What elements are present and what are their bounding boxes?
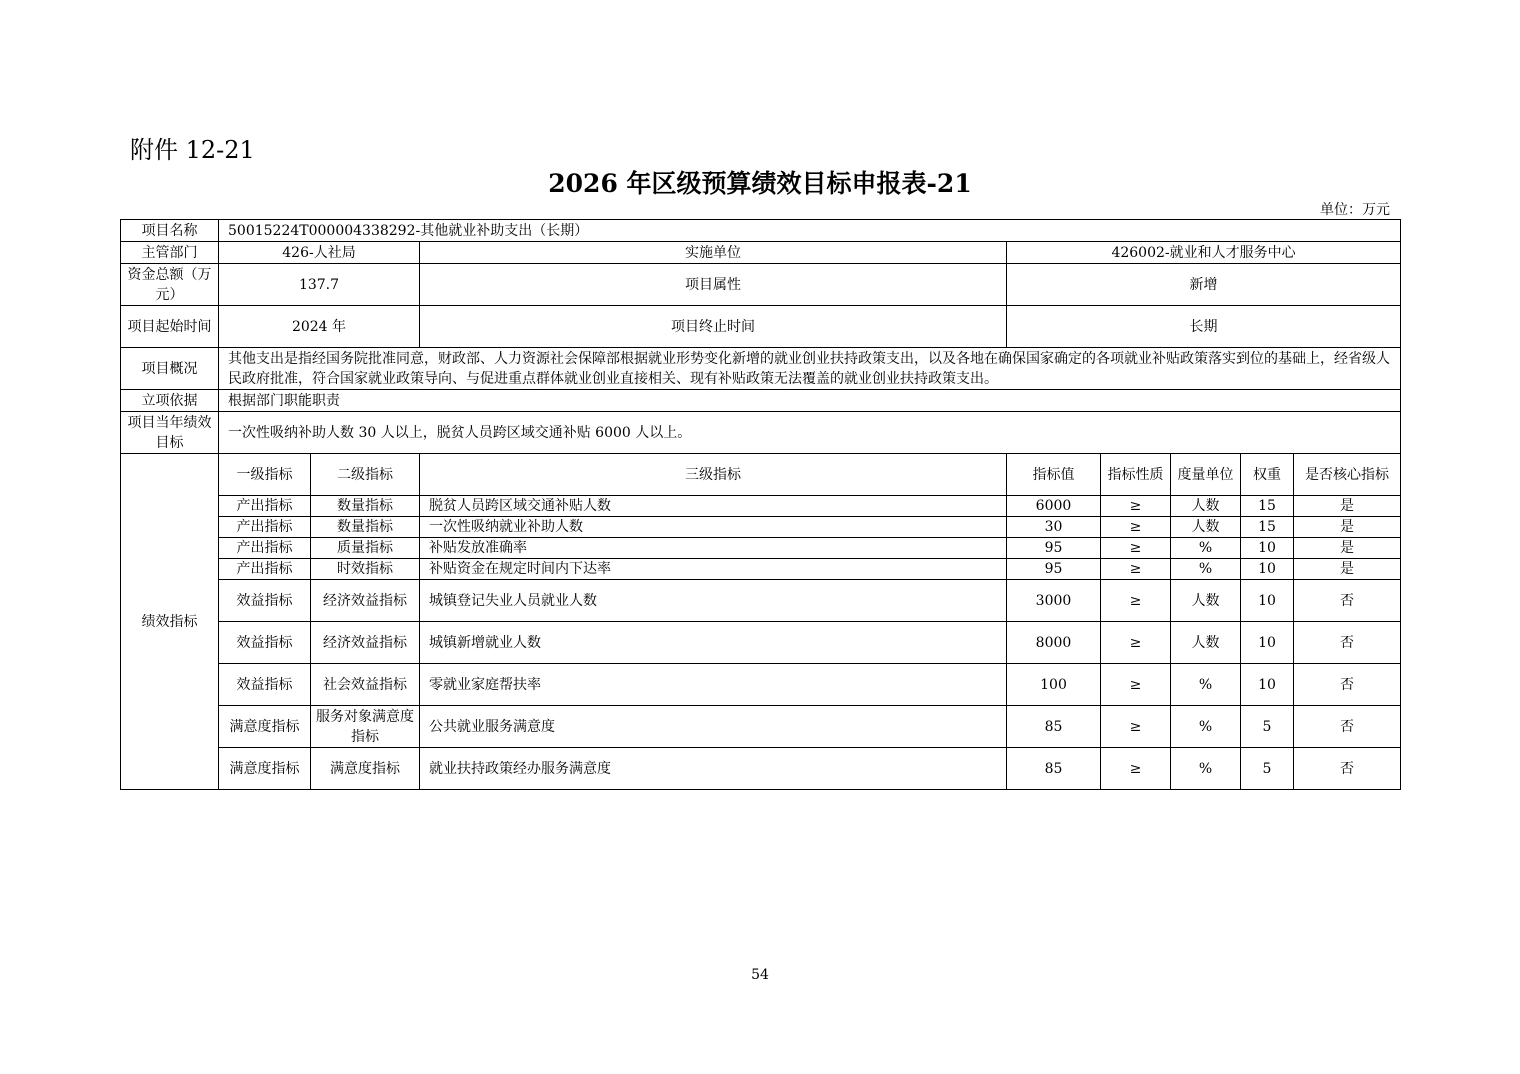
header-unit: 度量单位 [1171,454,1241,496]
nature-cell: ≥ [1101,748,1171,790]
value-cell: 8000 [1007,622,1101,664]
weight-cell: 10 [1241,580,1294,622]
nature-cell: ≥ [1101,706,1171,748]
value-cell: 30 [1007,517,1101,538]
unit-cell: % [1171,538,1241,559]
attr-label: 项目属性 [420,264,1007,306]
value-cell: 85 [1007,748,1101,790]
performance-target-table [120,219,1401,790]
nature-cell: ≥ [1101,538,1171,559]
header-level2: 二级指标 [311,454,420,496]
level3-cell: 一次性吸纳就业补助人数 [420,517,1007,538]
level2-cell: 质量指标 [311,538,420,559]
row-goal [121,412,1401,454]
level3-cell: 补贴发放准确率 [420,538,1007,559]
level1-cell: 产出指标 [219,538,311,559]
goal-label: 项目当年绩效目标 [121,412,219,454]
level1-cell: 产出指标 [219,517,311,538]
level3-cell: 公共就业服务满意度 [420,706,1007,748]
level2-cell: 时效指标 [311,559,420,580]
start-label: 项目起始时间 [121,306,219,348]
unit-cell: 人数 [1171,496,1241,517]
level2-cell: 经济效益指标 [311,622,420,664]
level1-cell: 满意度指标 [219,706,311,748]
basis-label: 立项依据 [121,390,219,412]
value-cell: 95 [1007,538,1101,559]
level2-cell: 经济效益指标 [311,580,420,622]
weight-cell: 10 [1241,622,1294,664]
level3-cell: 就业扶持政策经办服务满意度 [420,748,1007,790]
dept-label: 主管部门 [121,242,219,264]
start-value: 2024 年 [219,306,420,348]
project-name-value: 50015224T000004338292-其他就业补助支出（长期） [219,220,1401,242]
impl-label: 实施单位 [420,242,1007,264]
impl-value: 426002-就业和人才服务中心 [1007,242,1401,264]
table-row [121,706,1401,748]
table-row [121,622,1401,664]
end-label: 项目终止时间 [420,306,1007,348]
weight-cell: 10 [1241,559,1294,580]
weight-cell: 15 [1241,496,1294,517]
header-level1: 一级指标 [219,454,311,496]
table-row [121,538,1401,559]
indicator-section-label: 绩效指标 [121,454,219,790]
table-row [121,580,1401,622]
value-cell: 3000 [1007,580,1101,622]
row-fund [121,264,1401,306]
value-cell: 100 [1007,664,1101,706]
attachment-label: 附件 12-21 [130,136,255,164]
page-number: 54 [751,967,769,983]
project-name-label: 项目名称 [121,220,219,242]
table-row [121,664,1401,706]
weight-cell: 5 [1241,706,1294,748]
overview-value: 其他支出是指经国务院批准同意，财政部、人力资源社会保障部根据就业形势变化新增的就业创业扶持政策支出，以及各地在确保国家确定的各项就业补贴政策落实到位的基础上，经省级人民政府批准，符合国家就业政策导向、与促进重点群体就业创业直接相关、现有补贴政策无法覆盖的就业创业扶持政策支出。 [219,348,1401,390]
level1-cell: 产出指标 [219,559,311,580]
level3-cell: 脱贫人员跨区域交通补贴人数 [420,496,1007,517]
goal-value: 一次性吸纳补助人数 30 人以上，脱贫人员跨区域交通补贴 6000 人以上。 [219,412,1401,454]
core-cell: 是 [1294,538,1401,559]
nature-cell: ≥ [1101,517,1171,538]
core-cell: 否 [1294,664,1401,706]
unit-cell: % [1171,706,1241,748]
unit-cell: 人数 [1171,517,1241,538]
nature-cell: ≥ [1101,664,1171,706]
core-cell: 否 [1294,622,1401,664]
header-core: 是否核心指标 [1294,454,1401,496]
nature-cell: ≥ [1101,496,1171,517]
value-cell: 95 [1007,559,1101,580]
level2-cell: 数量指标 [311,496,420,517]
nature-cell: ≥ [1101,622,1171,664]
table-row [121,559,1401,580]
document-title: 2026 年区级预算绩效目标申报表-21 [548,169,972,198]
header-weight: 权重 [1241,454,1294,496]
row-project-name [121,220,1401,242]
header-level3: 三级指标 [420,454,1007,496]
level2-cell: 服务对象满意度指标 [311,706,420,748]
weight-cell: 5 [1241,748,1294,790]
end-value: 长期 [1007,306,1401,348]
unit-cell: 人数 [1171,580,1241,622]
level1-cell: 满意度指标 [219,748,311,790]
core-cell: 否 [1294,580,1401,622]
core-cell: 是 [1294,517,1401,538]
row-department [121,242,1401,264]
level3-cell: 零就业家庭帮扶率 [420,664,1007,706]
level2-cell: 社会效益指标 [311,664,420,706]
table-row [121,496,1401,517]
attr-value: 新增 [1007,264,1401,306]
basis-value: 根据部门职能职责 [219,390,1401,412]
core-cell: 否 [1294,748,1401,790]
weight-cell: 10 [1241,664,1294,706]
level1-cell: 产出指标 [219,496,311,517]
unit-cell: % [1171,664,1241,706]
unit-cell: % [1171,559,1241,580]
weight-cell: 15 [1241,517,1294,538]
fund-value: 137.7 [219,264,420,306]
core-cell: 否 [1294,706,1401,748]
value-cell: 85 [1007,706,1101,748]
nature-cell: ≥ [1101,559,1171,580]
level1-cell: 效益指标 [219,580,311,622]
table-row [121,748,1401,790]
level3-cell: 补贴资金在规定时间内下达率 [420,559,1007,580]
unit-cell: 人数 [1171,622,1241,664]
indicator-header-row [121,454,1401,496]
row-time [121,306,1401,348]
header-nature: 指标性质 [1101,454,1171,496]
dept-value: 426-人社局 [219,242,420,264]
row-basis [121,390,1401,412]
unit-cell: % [1171,748,1241,790]
level1-cell: 效益指标 [219,664,311,706]
value-cell: 6000 [1007,496,1101,517]
header-value: 指标值 [1007,454,1101,496]
row-overview [121,348,1401,390]
core-cell: 是 [1294,496,1401,517]
overview-label: 项目概况 [121,348,219,390]
level3-cell: 城镇登记失业人员就业人数 [420,580,1007,622]
level1-cell: 效益指标 [219,622,311,664]
level2-cell: 满意度指标 [311,748,420,790]
unit-label: 单位：万元 [1320,202,1390,218]
core-cell: 是 [1294,559,1401,580]
table-row [121,517,1401,538]
weight-cell: 10 [1241,538,1294,559]
level2-cell: 数量指标 [311,517,420,538]
nature-cell: ≥ [1101,580,1171,622]
level3-cell: 城镇新增就业人数 [420,622,1007,664]
fund-label: 资金总额（万元） [121,264,219,306]
